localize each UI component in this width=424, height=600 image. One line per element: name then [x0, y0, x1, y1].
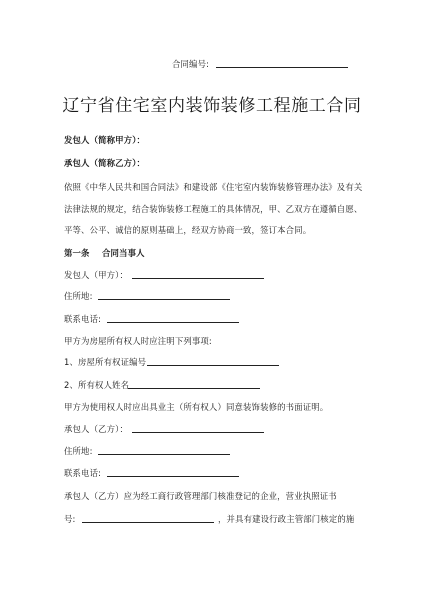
page-title: 辽宁省住宅室内装饰装修工程施工合同 — [62, 96, 362, 116]
article-1-number: 第一条 — [64, 248, 90, 258]
employer-phone-label: 联系电话: — [64, 314, 102, 324]
contractor-address-label: 住所地: — [64, 446, 93, 456]
employer-phone-field[interactable] — [107, 322, 239, 323]
article-1-title: 合同当事人 — [102, 248, 145, 258]
contractor-name-field[interactable] — [132, 432, 264, 433]
contract-number-label: 合同编号: — [172, 59, 210, 69]
license-number-field[interactable] — [82, 522, 214, 523]
contractor-phone-label: 联系电话: — [64, 468, 102, 478]
contract-number-field[interactable] — [216, 67, 348, 68]
user-note: 甲方为使用权人时应出具业主（所有权人）同意装饰装修的书面证明。 — [64, 402, 329, 412]
preamble-line-3: 平等、公平、诚信的原则基础上，经双方协商一致，签订本合同。 — [64, 225, 312, 235]
owner-name-field[interactable] — [128, 388, 260, 389]
employer-label: 发包人（简称甲方）： — [64, 135, 146, 145]
license-line-1: 承包人（乙方）应为经工商行政管理部门核准登记的企业，营业执照证书 — [64, 491, 337, 501]
property-cert-number-field[interactable] — [147, 365, 279, 366]
contractor-label: 承包人（简称乙方）： — [64, 158, 146, 168]
employer-address-field[interactable] — [98, 299, 230, 300]
item-2-label: 2、所有权人姓名 — [64, 380, 130, 390]
preamble-line-1: 依照《中华人民共和国合同法》和建设部《住宅室内装饰装修管理办法》及有关 — [64, 182, 363, 192]
employer-field-label: 发包人（甲方）： — [64, 270, 129, 280]
employer-name-field[interactable] — [132, 278, 264, 279]
license-line-2-suffix: ，并具有建设行政主管部门核定的施 — [218, 514, 355, 524]
license-number-label: 号: — [64, 514, 76, 524]
employer-address-label: 住所地: — [64, 291, 93, 301]
item-1-label: 1、房屋所有权证编号 — [64, 357, 147, 367]
contractor-phone-field[interactable] — [107, 476, 239, 477]
preamble-line-2: 法律法规的规定，结合装饰装修工程施工的具体情况，甲、乙双方在遵循自愿、 — [64, 204, 363, 214]
owner-note: 甲方为房屋所有权人时应注明下列事项: — [64, 336, 212, 346]
contractor-field-label: 承包人（乙方）： — [64, 424, 129, 434]
contractor-address-field[interactable] — [98, 454, 230, 455]
